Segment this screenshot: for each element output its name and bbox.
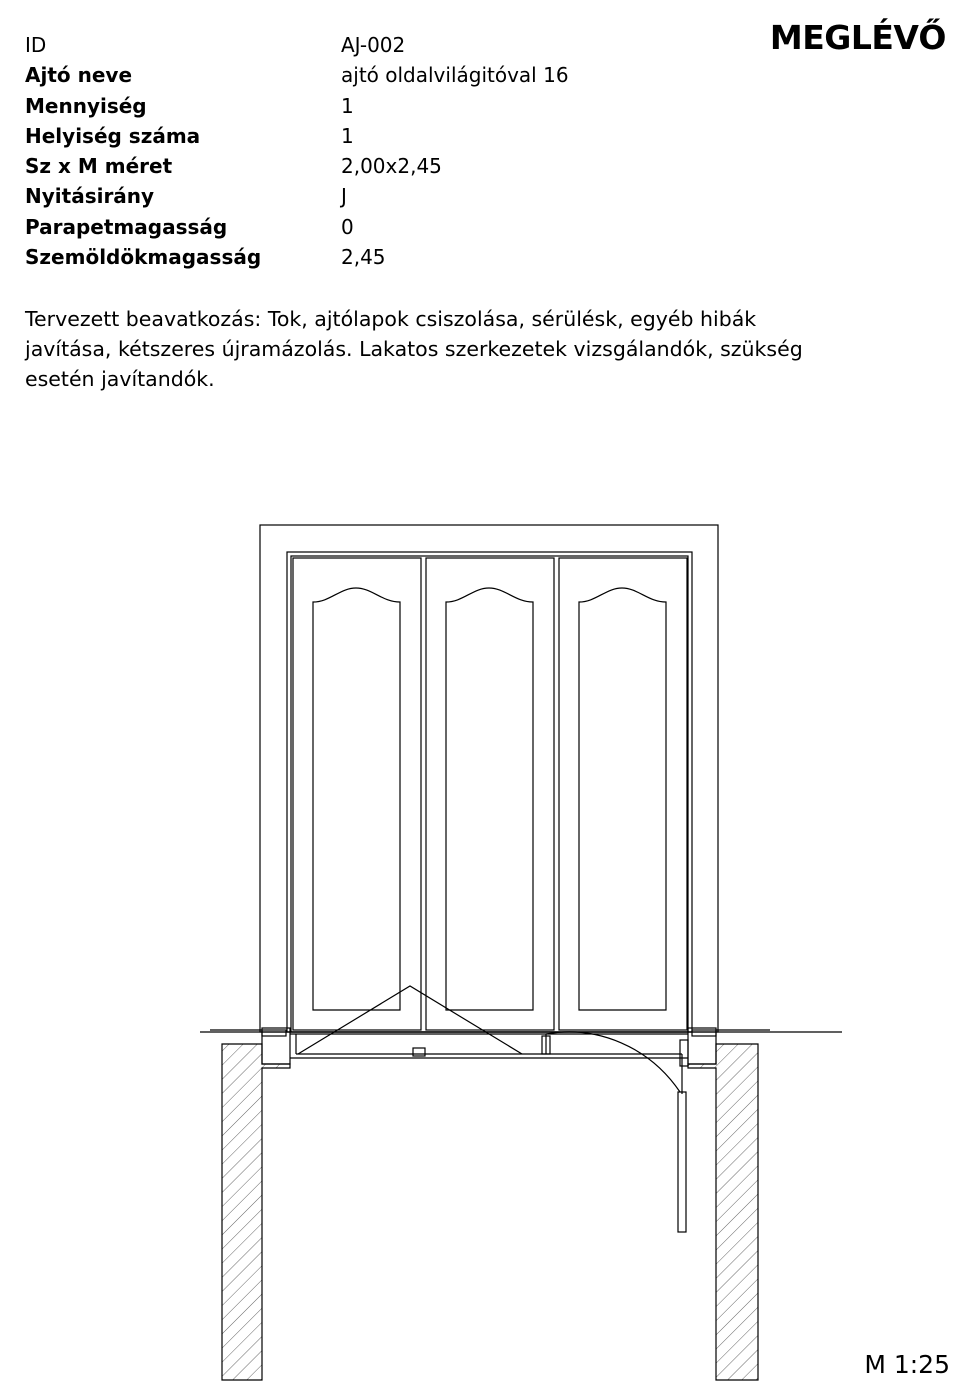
- inner-frame: [287, 552, 692, 1032]
- status-label: MEGLÉVŐ: [769, 18, 946, 57]
- property-label: Mennyiség: [25, 93, 147, 118]
- frame-left-detail: [262, 1030, 286, 1036]
- scale-label: M 1:25: [864, 1350, 950, 1379]
- property-value: 1: [341, 93, 354, 118]
- property-label: Nyitásirány: [25, 184, 155, 209]
- property-value: 2,45: [341, 245, 386, 270]
- wall-left: [222, 1044, 290, 1380]
- property-value: AJ-002: [341, 33, 406, 57]
- property-label: Parapetmagasság: [25, 214, 228, 239]
- property-value: 2,00x2,45: [341, 154, 442, 179]
- property-label: Sz x M méret: [25, 154, 173, 179]
- lock-block: [413, 1048, 425, 1056]
- door-leaf-center: [426, 558, 554, 1030]
- property-label: Szemöldökmagasság: [25, 245, 262, 270]
- wall-right: [688, 1044, 758, 1380]
- intervention-note: Tervezett beavatkozás: Tok, ajtólapok csiszolása, sérülésk, egyéb hibák javítása, kétszeres újramázolás. Lakatos szerkezetek vizsgálandók, szükség esetén javítandók.: [25, 307, 803, 391]
- opened-leaf: [678, 1092, 686, 1232]
- property-label: Ajtó neve: [25, 63, 133, 88]
- property-value: ajtó oldalvilágitóval 16: [341, 63, 569, 88]
- frame-stop-right: [680, 1040, 688, 1066]
- swing-arc: [546, 1032, 680, 1092]
- property-value: 1: [341, 123, 354, 148]
- property-value: J: [341, 184, 347, 209]
- outer-frame: [260, 525, 718, 1032]
- property-value: 0: [341, 214, 354, 239]
- door-leaf-left: [293, 558, 421, 1030]
- inner-frame-edge: [291, 556, 688, 1032]
- frame-right-detail: [692, 1030, 716, 1036]
- property-label: Helyiség száma: [25, 123, 201, 148]
- door-plan: [210, 986, 770, 1380]
- door-leaf-right: [559, 558, 687, 1030]
- folding-leaf: [298, 986, 522, 1054]
- property-label: ID: [25, 33, 47, 57]
- door-elevation: [200, 525, 842, 1032]
